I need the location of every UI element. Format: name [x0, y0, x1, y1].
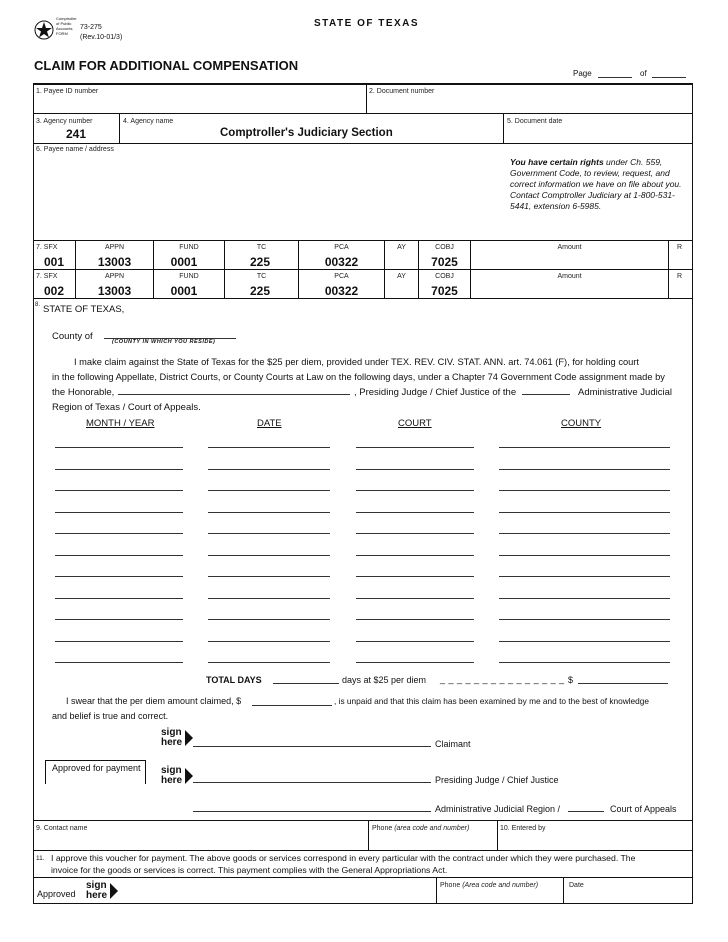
cobj-value: 7025: [431, 284, 458, 298]
sfx-header: 7. SFX: [36, 244, 58, 251]
tc-value: 225: [249, 284, 271, 298]
approved-for-payment-label: Approved for payment: [52, 763, 141, 773]
court-header: COURT: [398, 418, 432, 429]
agency-name-label: 4. Agency name: [123, 118, 174, 125]
court-line-3[interactable]: [356, 490, 474, 491]
region-text: Region of Texas / Court of Appeals.: [52, 402, 201, 413]
document-date-label: 5. Document date: [507, 118, 563, 125]
court-of-appeals-line[interactable]: [568, 811, 604, 812]
agency-number-label: 3. Agency number: [36, 118, 93, 125]
claimant-signature-line[interactable]: [193, 746, 431, 747]
county-line-2[interactable]: [499, 469, 670, 470]
cobj-header: COBJ: [435, 273, 454, 280]
county-header: COUNTY: [561, 418, 602, 429]
total-days-label: TOTAL DAYS: [206, 675, 262, 685]
phone2-label: Phone (Area code and number): [440, 882, 539, 889]
date-field[interactable]: [564, 890, 692, 902]
sign-arrow-icon: [185, 768, 193, 784]
month-year-line-9[interactable]: [55, 619, 183, 620]
ay-header: AY: [397, 244, 406, 251]
county-hint: (COUNTY IN WHICH YOU RESIDE): [112, 339, 216, 345]
logo-text: Comptroller of Public Accounts FORM: [56, 16, 77, 36]
page-label: Page: [573, 69, 592, 78]
document-number-field[interactable]: [367, 86, 693, 113]
entered-by-field[interactable]: [498, 834, 692, 848]
county-line-11[interactable]: [499, 662, 670, 663]
presiding-judge-label: Presiding Judge / Chief Justice: [435, 775, 559, 785]
court-of-appeals-label: Court of Appeals: [610, 804, 677, 814]
county-line-4[interactable]: [499, 512, 670, 513]
court-line-4[interactable]: [356, 512, 474, 513]
pca-header: PCA: [334, 273, 349, 280]
payee-name-label: 6. Payee name / address: [36, 146, 114, 153]
state-title: STATE OF TEXAS: [314, 18, 420, 29]
document-date-field[interactable]: [504, 126, 692, 142]
county-line-5[interactable]: [499, 533, 670, 534]
month-year-line-7[interactable]: [55, 576, 183, 577]
approver-signature-field[interactable]: [118, 880, 434, 902]
total-days-line[interactable]: [273, 683, 339, 684]
month-year-line-1[interactable]: [55, 447, 183, 448]
fund-header: FUND: [179, 244, 199, 251]
amount-header: Amount: [557, 244, 582, 251]
cobj-header: COBJ: [435, 244, 454, 251]
r-header: R: [677, 244, 683, 251]
sign-arrow-icon: [185, 730, 193, 746]
month-year-line-10[interactable]: [55, 641, 183, 642]
of-label: of: [640, 69, 647, 78]
appn-header: APPN: [104, 273, 125, 280]
date-line-11[interactable]: [208, 662, 330, 663]
rights-bold: You have certain rights: [510, 157, 604, 167]
date-line-3[interactable]: [208, 490, 330, 491]
page-total-line[interactable]: [652, 77, 686, 78]
honorable-label: the Honorable,: [52, 387, 115, 398]
county-line-9[interactable]: [499, 619, 670, 620]
admin-region-line[interactable]: [193, 811, 431, 812]
month-year-line-5[interactable]: [55, 533, 183, 534]
claim-paragraph-1: I make claim against the State of Texas for the $25 per diem, provided under TEX. REV. CIV. STAT. ANN. art. 74.061 (F), for holding court: [74, 357, 639, 367]
appn-header: APPN: [104, 244, 125, 251]
r-header: R: [677, 273, 683, 280]
sign-here-claimant: sign here: [161, 728, 182, 748]
sfx-value: 002: [44, 284, 65, 298]
section-8-number: 8.: [35, 302, 41, 308]
sign-here-judge: sign here: [161, 766, 182, 786]
amount-header: Amount: [557, 273, 582, 280]
claimant-label: Claimant: [435, 739, 471, 749]
payee-id-label: 1. Payee ID number: [36, 88, 99, 95]
tc-header: TC: [256, 273, 267, 280]
form-revision: (Rev.10-01/3): [80, 34, 123, 41]
form-number: 73-275: [80, 24, 102, 31]
presiding-text: , Presiding Judge / Chief Justice of the: [354, 387, 517, 398]
sign-here-approver: sign here: [86, 881, 107, 901]
month-year-header: MONTH / YEAR: [86, 418, 155, 429]
date-line-4[interactable]: [208, 512, 330, 513]
date-line-6[interactable]: [208, 555, 330, 556]
total-amount-line[interactable]: [578, 683, 668, 684]
phone-label: Phone (area code and number): [372, 825, 470, 832]
fund-value: 0001: [170, 255, 198, 269]
date-line-7[interactable]: [208, 576, 330, 577]
month-year-line-3[interactable]: [55, 490, 183, 491]
ay-header: AY: [397, 273, 406, 280]
county-line-1[interactable]: [499, 447, 670, 448]
court-line-5[interactable]: [356, 533, 474, 534]
court-line-1[interactable]: [356, 447, 474, 448]
court-line-10[interactable]: [356, 641, 474, 642]
section-11-number: 11.: [36, 855, 45, 862]
county-line-8[interactable]: [499, 598, 670, 599]
approve-text-1: I approve this voucher for payment. The above goods or services correspond in every particular with the contract under which they were purchased. The: [51, 853, 636, 863]
admin-region-label: Administrative Judicial Region /: [435, 804, 561, 814]
county-line-6[interactable]: [499, 555, 670, 556]
amount-field-2[interactable]: [471, 283, 667, 297]
comptroller-logo: [34, 18, 54, 42]
star-seal-icon: [34, 18, 54, 42]
cobj-value: 7025: [431, 255, 458, 269]
date-line-10[interactable]: [208, 641, 330, 642]
claim-paragraph-2: in the following Appellate, District Courts, or County Courts at Law on the following days, under a Chapter 74 Government Code assignment made by: [52, 372, 665, 382]
county-line-7[interactable]: [499, 576, 670, 577]
entered-by-label: 10. Entered by: [500, 825, 546, 832]
court-line-8[interactable]: [356, 598, 474, 599]
pca-value: 00322: [324, 284, 359, 298]
top-rule: [33, 83, 693, 85]
contact-name-label: 9. Contact name: [36, 825, 88, 832]
date-header: DATE: [257, 418, 282, 429]
month-year-line-6[interactable]: [55, 555, 183, 556]
sfx-value: 001: [44, 255, 65, 269]
rights-rest: under Ch. 559, Government Code, to review, request, and correct information we have on file about you. Contact Comptroller Judiciary at 1-800-531-5441, extension 6-5985.: [510, 157, 682, 211]
swear-amount-line[interactable]: [252, 705, 332, 706]
page-number-line[interactable]: [598, 77, 632, 78]
month-year-line-8[interactable]: [55, 598, 183, 599]
contact-name-field[interactable]: [34, 834, 366, 848]
agency-name-value: Comptroller's Judiciary Section: [220, 127, 393, 139]
swear-text-b: , is unpaid and that this claim has been examined by me and to the best of knowledge: [334, 696, 650, 706]
month-year-line-2[interactable]: [55, 469, 183, 470]
days-at-label: days at $25 per diem: [342, 675, 427, 685]
agency-number-value: 241: [66, 127, 87, 141]
month-year-line-11[interactable]: [55, 662, 183, 663]
date-line-1[interactable]: [208, 447, 330, 448]
tc-value: 225: [249, 255, 271, 269]
date-label: Date: [569, 882, 584, 889]
phone2-field[interactable]: [437, 890, 563, 902]
payee-name-field[interactable]: [34, 156, 499, 238]
pca-header: PCA: [334, 244, 349, 251]
date-line-2[interactable]: [208, 469, 330, 470]
document-number-label: 2. Document number: [369, 88, 435, 95]
per-diem-dashes: _ _ _ _ _ _ _ _ _ _ _ _ _ _ _: [440, 674, 565, 684]
honorable-line[interactable]: [118, 394, 350, 395]
presiding-signature-line[interactable]: [193, 782, 431, 783]
county-label: County of: [52, 331, 93, 342]
sfx-header: 7. SFX: [36, 273, 58, 280]
approved-label: Approved: [37, 889, 76, 899]
date-line-9[interactable]: [208, 619, 330, 620]
month-year-line-4[interactable]: [55, 512, 183, 513]
court-line-7[interactable]: [356, 576, 474, 577]
date-line-5[interactable]: [208, 533, 330, 534]
rights-notice: [510, 157, 690, 212]
payee-id-field[interactable]: [34, 86, 366, 113]
fund-header: FUND: [179, 273, 199, 280]
swear-text-a: I swear that the per diem amount claimed, $: [66, 696, 242, 706]
court-line-6[interactable]: [356, 555, 474, 556]
swear-text-2: and belief is true and correct.: [52, 711, 169, 721]
tc-header: TC: [256, 244, 267, 251]
appn-value: 13003: [97, 284, 132, 298]
county-line-10[interactable]: [499, 641, 670, 642]
region-number-line[interactable]: [522, 394, 570, 395]
court-line-11[interactable]: [356, 662, 474, 663]
amount-field-1[interactable]: [471, 254, 667, 268]
county-line-3[interactable]: [499, 490, 670, 491]
court-line-2[interactable]: [356, 469, 474, 470]
pca-value: 00322: [324, 255, 359, 269]
dollar-sign: $: [568, 675, 574, 685]
admin-judicial-text: Administrative Judicial: [578, 387, 672, 398]
date-line-8[interactable]: [208, 598, 330, 599]
approve-text-2: invoice for the goods or services is correct. This payment complies with the General Appropriations Act.: [51, 865, 448, 875]
phone-field[interactable]: [369, 834, 497, 848]
appn-value: 13003: [97, 255, 132, 269]
court-line-9[interactable]: [356, 619, 474, 620]
state-of-texas-label: STATE OF TEXAS,: [43, 304, 125, 315]
form-title: CLAIM FOR ADDITIONAL COMPENSATION: [34, 58, 299, 73]
sign-arrow-icon: [110, 883, 118, 899]
fund-value: 0001: [170, 284, 198, 298]
